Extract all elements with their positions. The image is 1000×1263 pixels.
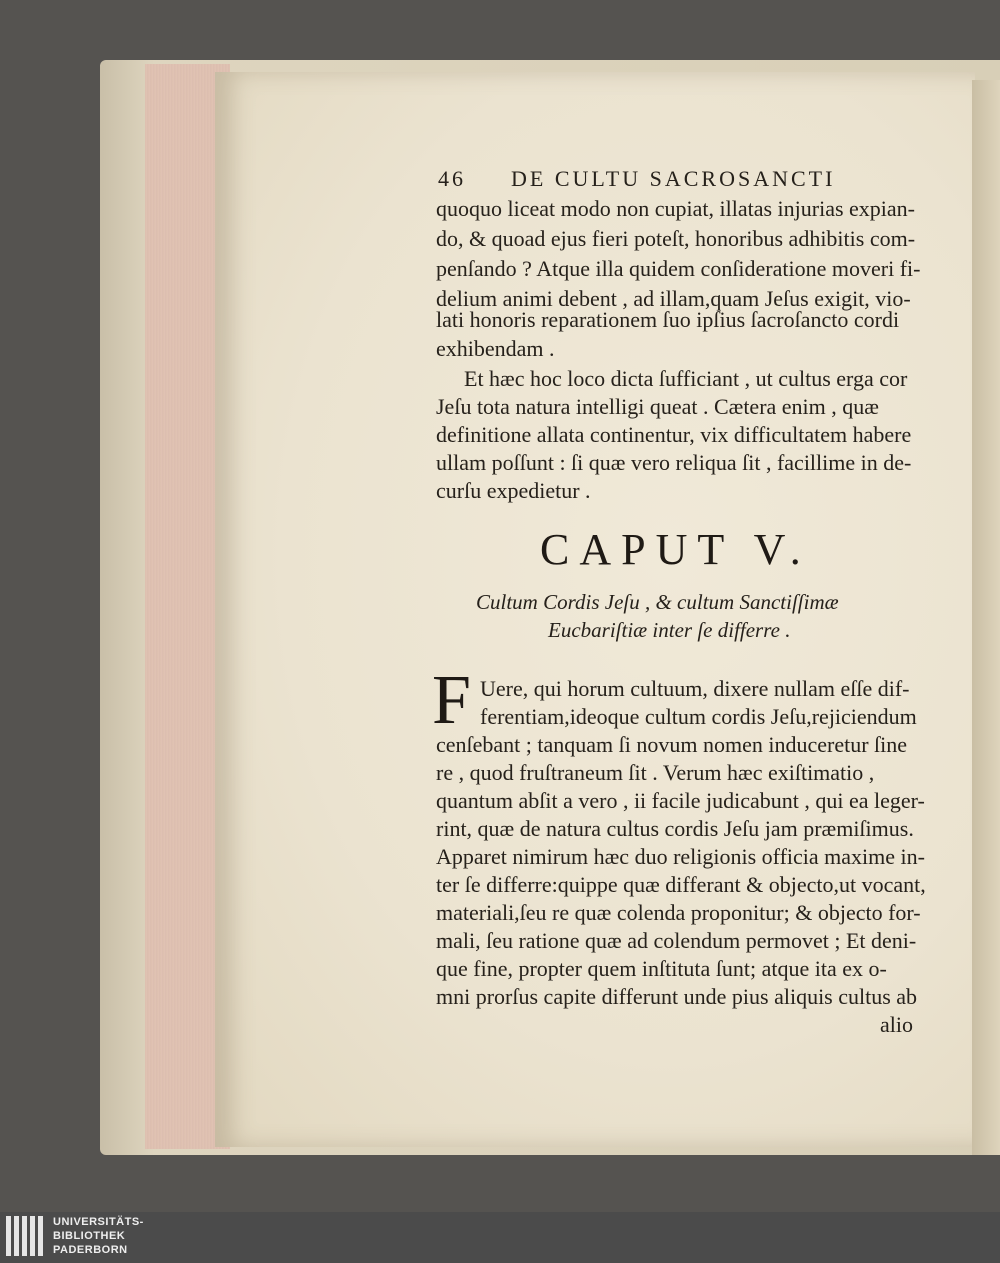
- page-number: 46: [438, 166, 466, 191]
- chapter-line: materiali,ſeu re quæ colenda proponitur; & objecto for-: [436, 900, 921, 925]
- body-line: quoquo liceat modo non cupiat, illatas injurias expian-: [436, 196, 915, 221]
- library-logo: [0, 1212, 1000, 1263]
- catchword: alio: [880, 1012, 913, 1037]
- body-line: do, & quoad ejus fieri poteſt, honoribus adhibitis com-: [436, 226, 916, 251]
- chapter-line: rint, quæ de natura cultus cordis Jeſu jam præmiſimus.: [436, 816, 914, 841]
- body-line: definitione allata continentur, vix difficultatem habere: [436, 422, 912, 447]
- chapter-line: re , quod fruſtraneum ſit . Verum hæc exiſtimatio ,: [436, 760, 875, 785]
- chapter-subtitle: Eucbariſtiæ inter ſe differre .: [548, 618, 791, 642]
- body-line: penſando ? Atque illa quidem conſideratione moveri fi-: [436, 256, 921, 281]
- body-line: ullam poſſunt : ſi quæ vero reliqua ſit , facillime in de-: [436, 450, 912, 475]
- body-line: exhibendam .: [436, 336, 555, 361]
- chapter-line: Uere, qui horum cultuum, dixere nullam eſſe dif-: [480, 676, 910, 701]
- body-line: Et hæc hoc loco dicta ſufficiant , ut cultus erga cor: [464, 366, 908, 391]
- chapter-line: ferentiam,ideoque cultum cordis Jeſu,rejiciendum: [480, 704, 917, 729]
- chapter-subtitle: Cultum Cordis Jeſu , & cultum Sanctiſſimæ: [476, 590, 839, 614]
- chapter-line: mali, ſeu ratione quæ ad colendum permovet ; Et deni-: [436, 928, 917, 953]
- chapter-line: ter ſe differre:quippe quæ differant & objecto,ut vocant,: [436, 872, 926, 897]
- chapter-line: Apparet nimirum hæc duo religionis officia maxime in-: [436, 844, 925, 869]
- chapter-line: mni prorſus capite differunt unde pius aliquis cultus ab: [436, 984, 918, 1009]
- body-line: delium animi debent , ad illam,quam Jeſus exigit, vio-: [436, 286, 911, 311]
- logo-text: UNIVERSITÄTS- BIBLIOTHEK PADERBORN: [53, 1216, 144, 1256]
- running-header: [438, 166, 835, 192]
- facing-page-edge: [972, 80, 1000, 1155]
- chapter-line: cenſebant ; tanquam ſi novum nomen induceretur ſine: [436, 732, 908, 757]
- logo-bars-icon: [6, 1216, 46, 1261]
- chapter-title: CAPUT V.: [540, 525, 811, 574]
- drop-cap: F: [432, 662, 471, 739]
- chapter-line: quantum abſit a vero , ii facile judicabunt , qui ea leger-: [436, 788, 925, 813]
- body-line: lati honoris reparationem ſuo ipſius ſacroſancto cordi: [436, 307, 900, 332]
- body-line: Jeſu tota natura intelligi queat . Cætera enim , quæ: [436, 394, 879, 419]
- running-head: DE CULTU SACROSANCTI: [511, 166, 836, 191]
- body-line: curſu expedietur .: [436, 478, 591, 503]
- chapter-line: que fine, propter quem inſtituta ſunt; atque ita ex o-: [436, 956, 887, 981]
